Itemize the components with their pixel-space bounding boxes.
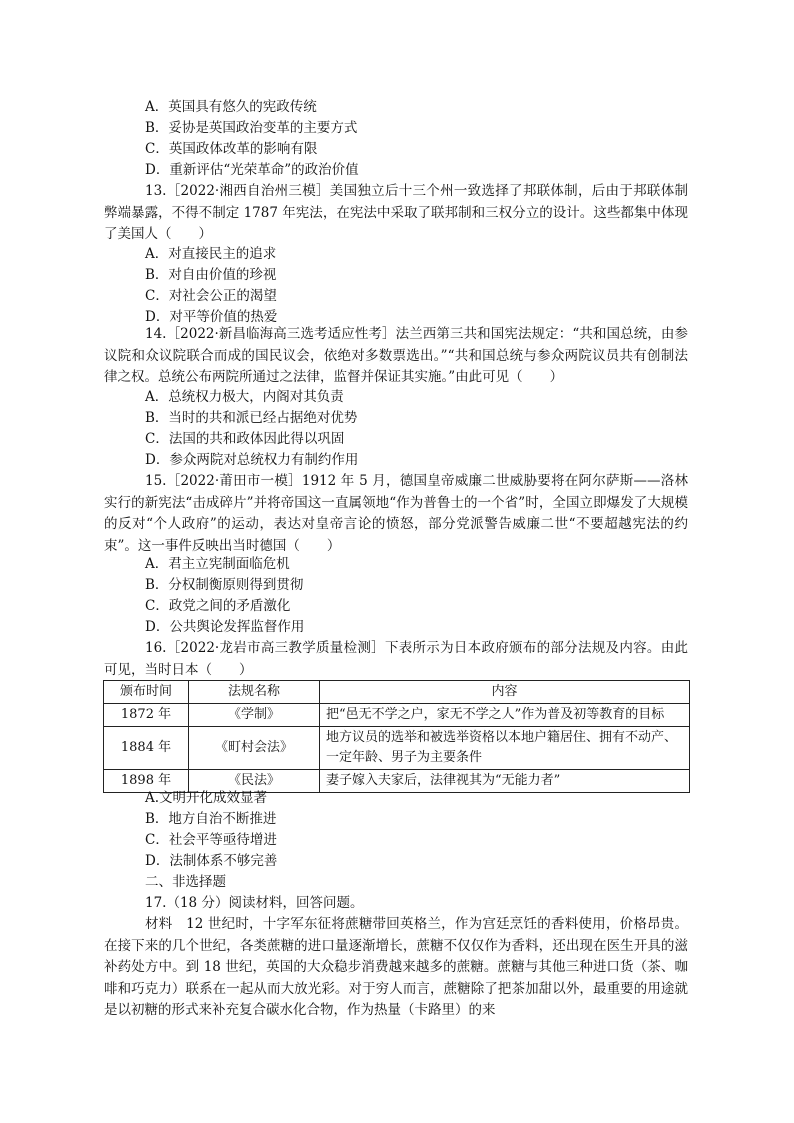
q14-option-c: C．法国的共和政体因此得以巩固 [145,431,345,447]
q17-stem: 17.（18 分）阅读材料，回答问题。 [145,895,364,911]
q13-stem: 13.［2022·湘西自治州三模］美国独立后十三个州一致选择了邦联体制，后由于邦联体制弊端暴露，不得不制定 1787 年宪法，在宪法中采取了联邦制和三权分立的设计。这些都集中体现了美国人（ ） [104,183,688,243]
q13-option-b: B．对自由价值的珍视 [145,267,277,283]
table-cell-content: 地方议员的选举和被选举资格以本地户籍居住、拥有不动产、一定年龄、男子为主要条件 [320,727,690,770]
table-cell-law: 《学制》 [189,704,320,727]
q12-option-c: C．英国政体改革的影响有限 [145,141,318,157]
q15-option-a: A．君主立宪制面临危机 [145,556,290,572]
q16-option-c: C．社会平等亟待增进 [145,832,277,848]
q13-option-c: C．对社会公正的渴望 [145,288,277,304]
q15-option-c: C．政党之间的矛盾激化 [145,598,291,614]
q16-stem: 16.［2022·龙岩市高三教学质量检测］下表所示为日本政府颁布的部分法规及内容。由此可见，当时日本（ ） [104,640,688,678]
q14-stem: 14.［2022·新昌临海高三选考适应性考］法兰西第三共和国宪法规定：“共和国总统，由参议院和众议院联合而成的国民议会，依绝对多数票选出。”“共和国总统与参众两院议员共有创制法律之权。总统公布两院所通过之法律，监督并保证其实施。”由此可见（ ） [104,326,688,386]
q16-option-b: B．地方自治不断推进 [145,811,277,827]
q15-option-b: B．分权制衡原则得到贯彻 [145,577,304,593]
q12-option-a: A．英国具有悠久的宪政传统 [145,99,317,115]
table-header-cell: 颁布时间 [104,681,189,704]
table-header-cell: 内容 [320,681,690,704]
q14-option-a: A．总统权力极大，内阁对其负责 [145,389,344,405]
table-row [104,704,690,727]
table-row [104,727,690,770]
table-cell-content: 把“邑无不学之户，家无不学之人”作为普及初等教育的目标 [320,704,690,727]
table-cell-year: 1898 年 [104,770,189,793]
q14-option-d: D．参众两院对总统权力有制约作用 [145,452,359,468]
q16-option-d: D．法制体系不够完善 [145,853,278,869]
q13-option-d: D．对平等价值的热爱 [145,309,278,325]
table-cell-content: 妻子嫁入夫家后，法律视其为“无能力者” [320,770,690,793]
table-cell-year: 1884 年 [104,727,189,770]
q12-option-b: B．妥协是英国政治变革的主要方式 [145,120,358,136]
q14-option-b: B．当时的共和派已经占据绝对优势 [145,410,358,426]
q15-option-d: D．公共舆论发挥监督作用 [145,619,305,635]
q17-material: 材料 12 世纪时，十字军东征将蔗糖带回英格兰，作为宫廷烹饪的香料使用，价格昂贵。在接下来的几个世纪，各类蔗糖的进口量逐渐增长，蔗糖不仅仅作为香料，还出现在医生开具的滋补药处方中。到 18 世纪，英国的大众稳步消费越来越多的蔗糖。蔗糖与其他三种进口货（茶、咖啡和巧克力）联系在一起从而大放光彩。对于穷人而言，蔗糖除了把茶加甜以外，最重要的用途就是以初糖的形式来补充复合碳水化合物，作为热量（卡路里）的来 [104,916,688,1019]
table-header-cell: 法规名称 [189,681,320,704]
q13-option-a: A．对直接民主的追求 [145,246,277,262]
table-header-row [104,681,690,704]
q15-stem: 15.［2022·莆田市一模］1912 年 5 月，德国皇帝威廉二世威胁要将在阿尔萨斯——洛林实行的新宪法“击成碎片”并将帝国这一直属领地“作为普鲁士的一个省”时，全国立即爆发了大规模的反对“个人政府”的运动，表达对皇帝言论的愤怒，部分党派警告威廉二世“不要超越宪法的约束”。这一事件反映出当时德国（ ） [104,473,688,554]
table-cell-law: 《町村会法》 [189,727,320,770]
q12-option-d: D．重新评估“光荣革命”的政治价值 [145,162,359,178]
section-heading: 二、非选择题 [145,874,226,890]
table-cell-law: 《民法》 [189,770,320,793]
q16-option-a: A.文明开化成效显著 [145,790,268,806]
table-cell-year: 1872 年 [104,704,189,727]
laws-table [103,680,690,793]
